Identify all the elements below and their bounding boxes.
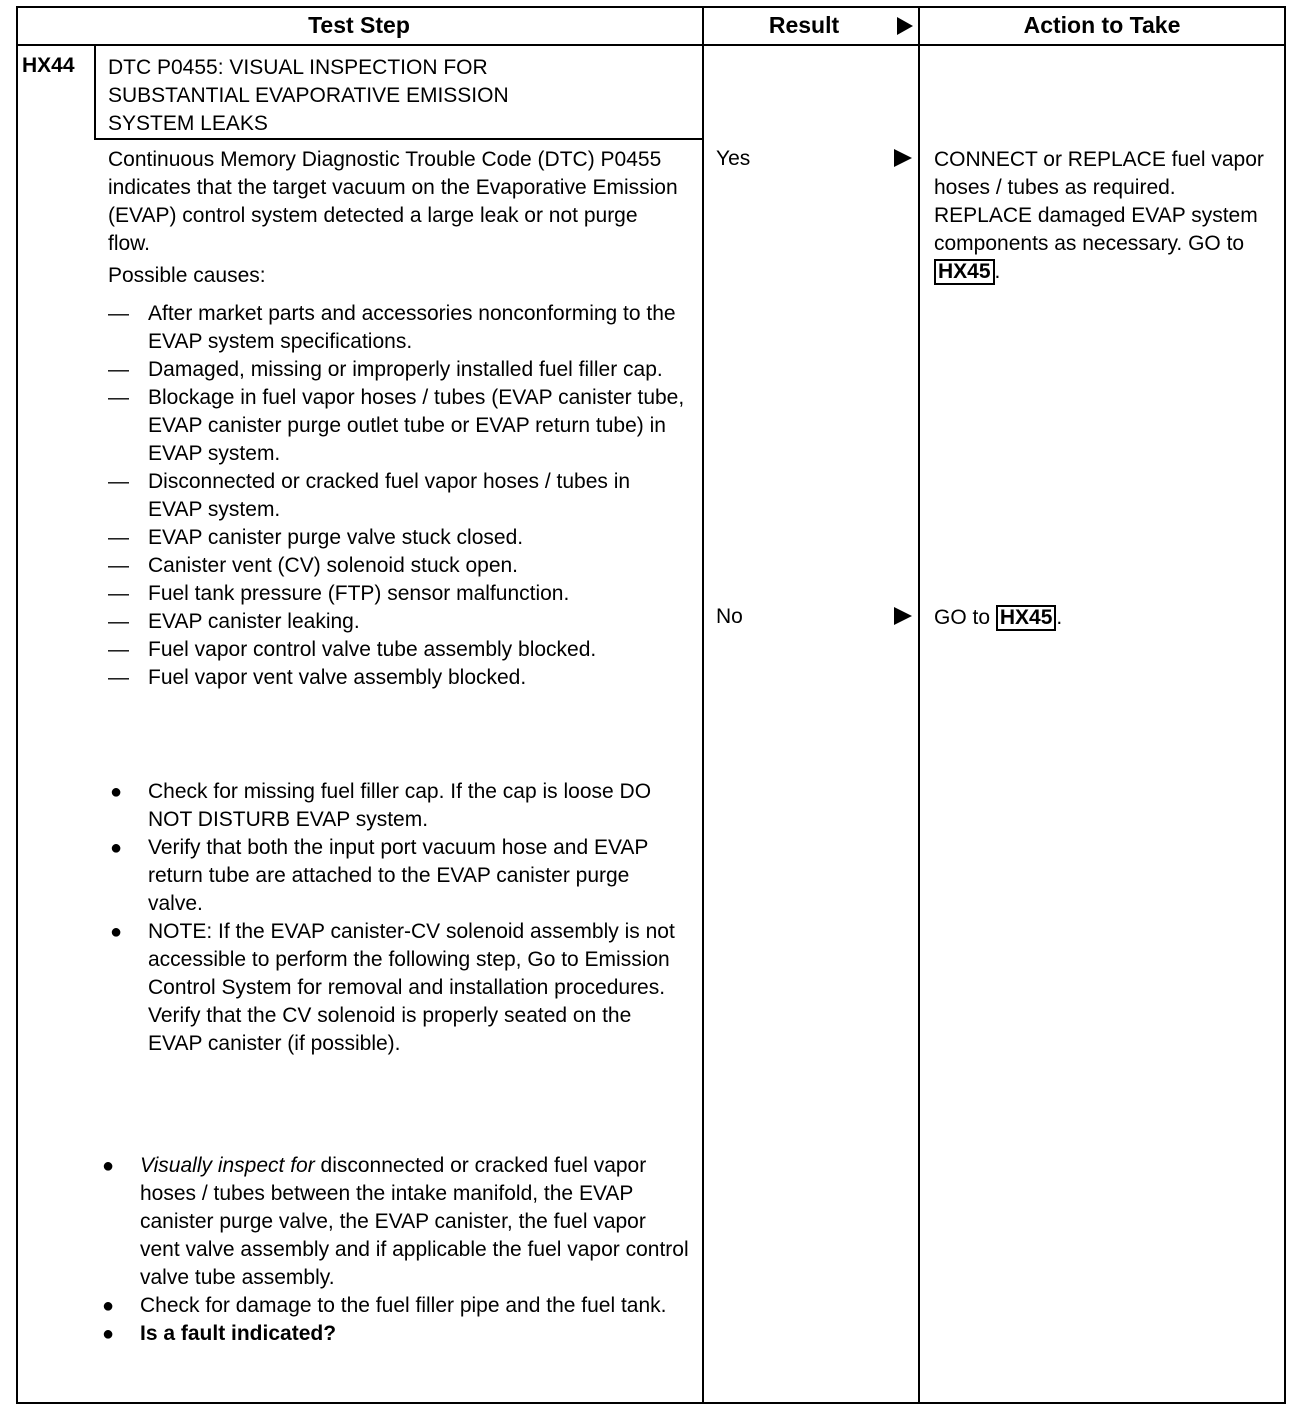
list-item: — After market parts and accessories nonconforming to the EVAP system specifications. <box>108 302 676 353</box>
step-title-line: DTC P0455: VISUAL INSPECTION FOR <box>108 56 488 79</box>
header-divider <box>16 44 1286 46</box>
causes-label: Possible causes: <box>108 264 266 287</box>
dash-icon: — <box>108 638 129 661</box>
list-item: — Canister vent (CV) solenoid stuck open. <box>108 552 688 580</box>
dash-icon: — <box>108 582 129 605</box>
column-divider-action <box>918 6 920 1404</box>
list-item: ● Check for missing fuel filler cap. If the cap is loose DO NOT DISTURB EVAP system. <box>110 780 652 831</box>
dash-icon: — <box>108 386 129 409</box>
header-test-step: Test Step <box>308 11 410 38</box>
header-result: Result <box>768 11 840 38</box>
header-arrow-icon <box>897 17 913 35</box>
result-arrow-icon <box>894 607 912 625</box>
list-item: — Disconnected or cracked fuel vapor hoses / tubes in EVAP system. <box>108 470 631 521</box>
list-item: — EVAP canister leaking. <box>108 608 688 636</box>
column-divider-result <box>702 6 704 1404</box>
causes-list <box>108 300 688 692</box>
bullet-icon: ● <box>110 921 123 943</box>
list-item: ● NOTE: If the EVAP canister-CV solenoid assembly is not accessible to perform the following step, Go to Emission Control System for removal and installation procedures. Verify that the CV solenoid is properly seated on the EVAP canister (if possible). <box>108 918 688 1058</box>
fault-question: Is a fault indicated? <box>140 1322 337 1345</box>
step-id: HX44 <box>22 54 75 77</box>
dash-icon: — <box>108 610 129 633</box>
list-item <box>100 1320 690 1348</box>
note-followup: Verify that the CV solenoid is properly seated on the EVAP canister (if possible). <box>148 1004 632 1055</box>
dash-icon: — <box>108 554 129 577</box>
dash-icon: — <box>108 526 129 549</box>
header-action: Action to Take <box>1023 11 1181 38</box>
step-id-divider <box>94 44 96 140</box>
dash-icon: — <box>108 358 129 381</box>
result-yes: Yes <box>716 147 751 170</box>
step-title-line: SUBSTANTIAL EVAPORATIVE EMISSION <box>108 84 509 107</box>
bullet-icon: ● <box>110 837 123 859</box>
list-item: ● Visually inspect for disconnected or cracked fuel vapor hoses / tubes between the intake manifold, the EVAP canister purge valve, the EVAP canister, the fuel vapor vent valve assembly and if applicable the fuel vapor control valve tube assembly. <box>102 1154 689 1289</box>
list-item: — Damaged, missing or improperly installed fuel filler cap. <box>108 356 688 384</box>
action-yes: CONNECT or REPLACE fuel vapor hoses / tubes as required. REPLACE damaged EVAP system components as necessary. GO to HX45 . <box>934 148 1264 283</box>
bullet-icon: ● <box>102 1323 115 1345</box>
dash-icon: — <box>108 470 129 493</box>
bullet-icon: ● <box>102 1295 115 1317</box>
list-item: — EVAP canister purge valve stuck closed. <box>108 524 688 552</box>
dash-icon: — <box>108 666 129 689</box>
bullet-icon: ● <box>110 781 123 803</box>
list-item: ● Check for damage to the fuel filler pipe and the fuel tank. <box>100 1292 690 1320</box>
title-bottom-rule <box>94 138 702 140</box>
step-intro: Continuous Memory Diagnostic Trouble Code (DTC) P0455 indicates that the target vacuum on the Evaporative Emission (EVAP) control system detected a large leak or not purge flow. <box>108 148 678 255</box>
result-arrow-icon <box>894 149 912 167</box>
action-no: GO to HX45 . <box>934 606 1063 629</box>
list-item: — Fuel vapor vent valve assembly blocked. <box>108 664 688 692</box>
list-item: — Blockage in fuel vapor hoses / tubes (EVAP canister tube, EVAP canister purge outlet tube or EVAP return tube) in EVAP system. <box>108 386 685 465</box>
list-item: — Fuel vapor control valve tube assembly blocked. <box>108 636 688 664</box>
list-item: — Fuel tank pressure (FTP) sensor malfunction. <box>108 580 688 608</box>
step-reference-link[interactable]: HX45 <box>996 605 1057 631</box>
step-title <box>108 54 698 138</box>
bullet-icon: ● <box>102 1155 115 1177</box>
list-item: ● Verify that both the input port vacuum hose and EVAP return tube are attached to the EVAP canister purge valve. <box>110 836 649 915</box>
inspection-list <box>100 1152 690 1348</box>
step-title-line: SYSTEM LEAKS <box>108 112 268 135</box>
checks-list <box>108 778 688 1058</box>
result-no: No <box>716 605 743 628</box>
dash-icon: — <box>108 302 129 325</box>
step-reference-link[interactable]: HX45 <box>934 259 995 285</box>
